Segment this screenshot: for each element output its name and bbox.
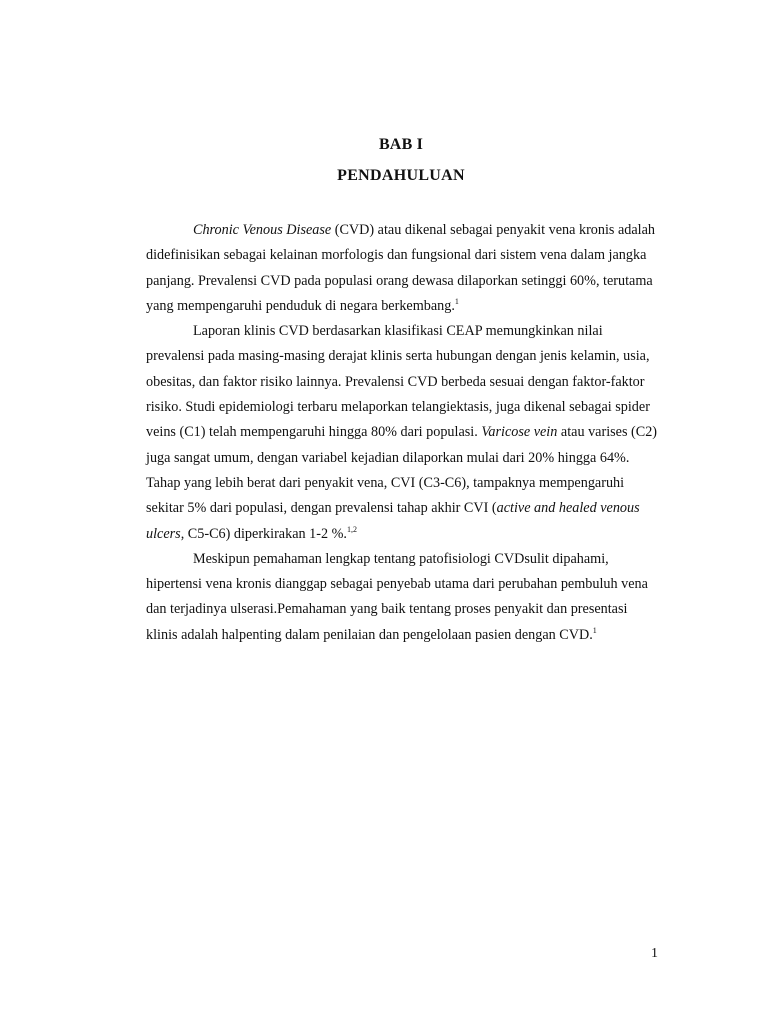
paragraph-2-text-a: Laporan klinis CVD berdasarkan klasifikasi CEAP memungkinkan nilai prevalensi pada masing-masing derajat klinis serta hubungan dengan jenis kelamin, usia, obesitas, dan faktor risiko lainnya. Prevalensi CVD berbeda sesuai dengan faktor-faktor risiko. Studi epidemiologi terbaru melaporkan telangiektasis, juga dikenal sebagai spider veins (C1) telah mempengaruhi hingga 80% dari populasi. [146, 323, 650, 441]
paragraph-1-text: (CVD) atau dikenal sebagai penyakit vena kronis adalah didefinisikan sebagai kelainan morfologis dan fungsional dari sistem vena dalam jangka panjang. Prevalensi CVD pada populasi orang dewasa dilaporkan setinggi 60%, terutama yang mempengaruhi penduduk di negara berkembang. [146, 222, 656, 314]
paragraph-3-text: Meskipun pemahaman lengkap tentang patofisiologi CVDsulit dipahami, hipertensi vena kronis dianggap sebagai penyebab utama dari perubahan pembuluh vena dan terjadinya ulserasi.Pemahaman yang baik tentang proses penyakit dan presentasi klinis adalah halpenting dalam penilaian dan pengelolaan pasien dengan CVD. [146, 550, 648, 643]
italic-term-varicose: Varicose vein [481, 424, 558, 441]
chapter-title: PENDAHULUAN [337, 167, 465, 184]
paragraph-2-text-b: atau varises (C2) juga sangat umum, dengan variabel kejadian dilaporkan mulai dari 20% hingga 64%. Tahap yang lebih berat dari penyakit vena, CVI (C3-C6), tampaknya mempengaruhi sekitar 5% dari populasi, dengan prevalensi tahap akhir CVI ( [146, 424, 658, 517]
reference-superscript: 1 [592, 625, 597, 635]
italic-term-cvd: Chronic Venous Disease [193, 222, 332, 238]
italic-term-ulcers: active and healed venous ulcers [146, 500, 640, 542]
chapter-number: BAB I [378, 136, 424, 153]
reference-superscript: 1,2 [346, 524, 357, 534]
paragraph-1 [146, 218, 660, 319]
body-text [146, 218, 660, 648]
reference-superscript: 1 [454, 296, 459, 306]
page-number: 1 [651, 946, 658, 961]
paragraph-2-text-c: , C5-C6) diperkirakan 1-2 %. [180, 525, 347, 542]
paragraph-3 [146, 547, 660, 648]
paragraph-2 [146, 319, 660, 547]
